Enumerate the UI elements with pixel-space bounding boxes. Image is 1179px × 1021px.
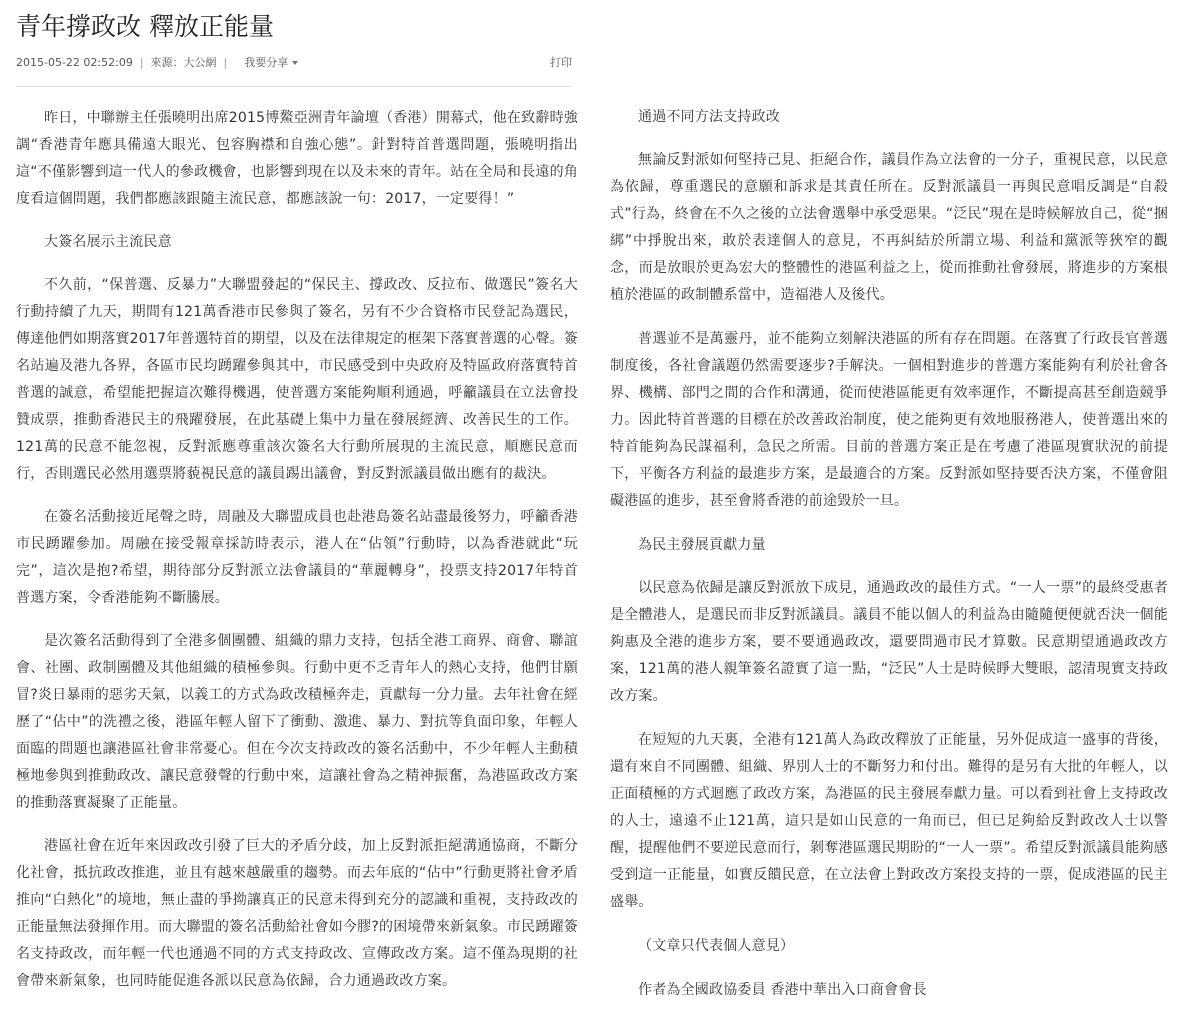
- article-paragraph: 港區社會在近年來因政改引發了巨大的矛盾分歧，加上反對派拒絕溝通協商，不斷分化社會，抵抗政改推進，並且有越來越嚴重的趨勢。而去年底的“佔中”行動更將社會矛盾推向“白熱化”的境地，無止盡的爭拗讓真正的民意未得到充分的認識和重視，支持政改的正能量無法發揮作用。而大聯盟的簽名活動給社會如今膠?的困境帶來新氣象。市民踴躍簽名支持政改，而年輕一代也通過不同的方式支持政改、宣傳政改方案。這不僅為現期的社會帶來新氣象，也同時能促進各派以民意為依歸，合力通過政改方案。: [16, 838, 578, 989]
- print-button[interactable]: 打印: [550, 56, 572, 69]
- meta-divider: |: [223, 56, 228, 69]
- section-subheading: 為民主發展貢獻力量: [638, 537, 766, 553]
- meta-divider-line: [16, 86, 572, 87]
- article-paragraph: 普選並不是萬靈丹，並不能夠立刻解決港區的所有存在問題。在落實了行政長官普選制度後，各社會議題仍然需要逐步?手解決。一個相對進步的普選方案能夠有利於社會各界、機構、部門之間的合作和溝通，從而使港區能更有效率運作，不斷提高甚至創造競爭力。因此特首普選的目標在於改善政治制度，使之能夠更有效地服務港人，使普選出來的特首能夠為民謀福利，急民之所需。目前的普選方案正是在考慮了港區現實狀況的前提下，平衡各方利益的最進步方案，是最適合的方案。反對派如堅持要否決方案，不僅會阻礙港區的進步，甚至會將香港的前途毀於一旦。: [610, 331, 1168, 509]
- article-body-left: [16, 105, 578, 1011]
- caret-down-icon: [292, 61, 298, 65]
- author-byline: 作者為全國政協委員 香港中華出入口商會會長: [638, 982, 927, 998]
- share-label: 我要分享: [244, 56, 289, 69]
- article-paragraph: 不久前，“保普選、反暴力”大聯盟發起的“保民主、撐政改、反拉布、做選民”簽名大行動持續了九天，期間有121萬香港市民參與了簽名，另有不少合資格市民登記為選民，傳達他們如期落實2017年普選特首的期望，以及在法律規定的框架下落實普選的心聲。簽名站遍及港九各界，各區市民均踴躍參與其中，市民感受到中央政府及特區政府落實特首普選的誠意，希望能把握這次難得機遇，使普選方案能夠順利通過，呼籲議員在立法會投贊成票，推動香港民主的飛躍發展，在此基礎上集中力量在發展經濟、改善民生的工作。121萬的民意不能忽視，反對派應尊重該次簽名大行動所展現的主流民意，順應民意而行，否則選民必然用選票將藐視民意的議員踢出議會，對反對派議員做出應有的裁決。: [16, 277, 578, 482]
- meta-divider: |: [139, 56, 144, 69]
- article-meta: [16, 54, 572, 72]
- share-button[interactable]: [244, 56, 298, 69]
- article-paragraph: 在短短的九天裏，全港有121萬人為政改釋放了正能量，另外促成這一盛事的背後，還有來自不同團體、組織、界別人士的不斷努力和付出。難得的是另有大批的年輕人，以正面積極的方式迴應了政改方案，為港區的民主發展奉獻力量。可以看到社會上支持政改的人士，遠遠不止121萬，這只是如山民意的一角而已，但已足夠給反對政改人士以警醒，提醒他們不要逆民意而行，剝奪港區選民期盼的“一人一票”。希望反對派議員能夠感受到這一正能量，如實反饋民意，在立法會上對政改方案投支持的一票，促成港區的民主盛舉。: [610, 732, 1168, 910]
- article-title: 青年撐政改 釋放正能量: [16, 12, 274, 41]
- section-subheading: 大簽名展示主流民意: [44, 234, 172, 250]
- publish-datetime: 2015-05-22 02:52:09: [16, 56, 133, 69]
- section-subheading: 通過不同方法支持政改: [638, 109, 780, 125]
- article-paragraph: 昨日，中聯辦主任張曉明出席2015博鰲亞洲青年論壇（香港）開幕式，他在致辭時強調“香港青年應具備遠大眼光、包容胸襟和自強心態”。針對特首普選問題，張曉明指出這“不僅影響到這一代人的參政機會，也影響到現在以及未來的青年。站在全局和長遠的角度看這個問題，我們都應該跟隨主流民意，都應該說一句：2017，一定要得！”: [16, 110, 578, 207]
- article-paragraph: 在簽名活動接近尾聲之時，周融及大聯盟成員也赴港島簽名站盡最後努力，呼籲香港市民踴躍參加。周融在接受報章採訪時表示，港人在“佔領”行動時，以為香港就此“玩完”，這次是抱?希望，期待部分反對派立法會議員的“華麗轉身”，投票支持2017年特首普選方案，令香港能夠不斷騰展。: [16, 509, 578, 606]
- article-paragraph: 以民意為依歸是讓反對派放下成見，通過政改的最佳方式。“一人一票”的最終受惠者是全體港人，是選民而非反對派議員。議員不能以個人的利益為由隨隨便便就否決一個能夠惠及全港的進步方案，要不要通過政改，還要問過市民才算數。民意期望通過政改方案，121萬的港人親筆簽名證實了這一點，“泛民”人士是時候睜大雙眼，認清現實支持政改方案。: [610, 580, 1168, 704]
- article-body-right: [610, 104, 1168, 1021]
- article-paragraph: 無論反對派如何堅持己見、拒絕合作，議員作為立法會的一分子，重視民意，以民意為依歸，尊重選民的意願和訴求是其責任所在。反對派議員一再與民意唱反調是“自殺式”行為，終會在不久之後的立法會選舉中承受惡果。“泛民”現在是時候解放自己，從“捆綁”中掙脫出來，敢於表達個人的意見，不再糾結於所謂立場、利益和黨派等狹窄的觀念，而是放眼於更為宏大的整體性的港區利益之上，從而推動社會發展，將進步的方案根植於港區的政制體系當中，造福港人及後代。: [610, 152, 1168, 303]
- article-source: 來源：大公網: [150, 56, 217, 69]
- author-disclaimer: （文章只代表個人意見）: [638, 938, 795, 954]
- article-paragraph: 是次簽名活動得到了全港多個團體、組織的鼎力支持，包括全港工商界、商會、聯誼會、社團、政制團體及其他組織的積極參與。行動中更不乏青年人的熱心支持，他們甘願冒?炎日暴雨的惡劣天氣，以義工的方式為政改積極奔走，貢獻每一分力量。去年社會在經歷了“佔中”的洗禮之後，港區年輕人留下了衝動、激進、暴力、對抗等負面印象，年輕人面臨的問題也讓港區社會非常憂心。但在今次支持政改的簽名活動中，不少年輕人主動積極地參與到推動政改、讓民意發聲的行動中來，這讓社會為之精神振奮，為港區政改方案的推動落實凝聚了正能量。: [16, 633, 578, 811]
